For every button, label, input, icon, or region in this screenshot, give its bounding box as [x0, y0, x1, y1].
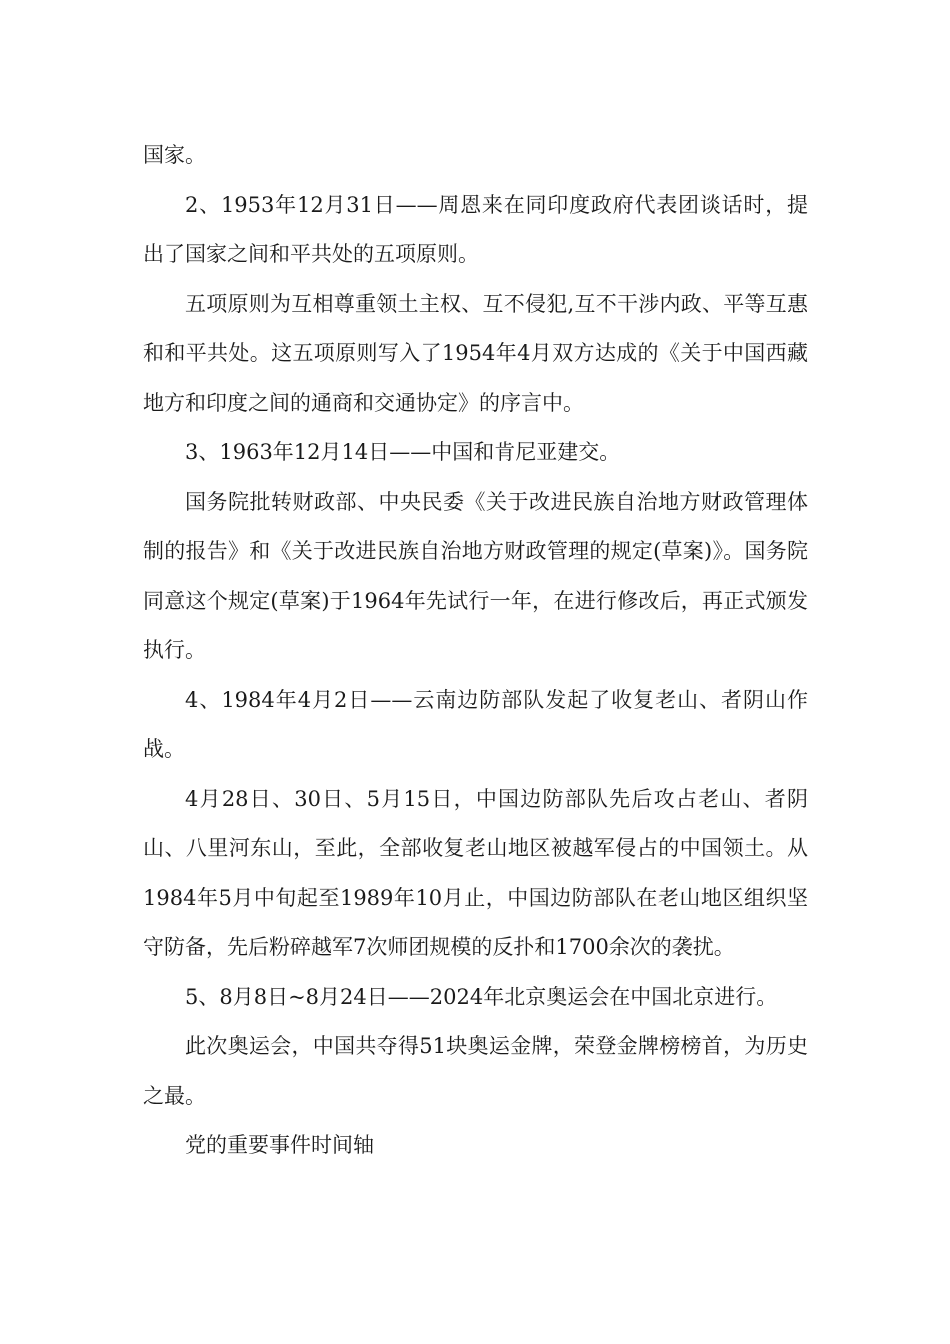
paragraph-item-3-1963: 3、1963年12月14日——中国和肯尼亚建交。 [185, 440, 621, 464]
paragraph-continuation: 国家。 [143, 143, 206, 167]
paragraph-state-council: 国务院批转财政部、中央民委《关于改进民族自治地方财政管理体制的报告》和《关于改进民族自治地方财政管理的规定(草案)》。国务院同意这个规定(草案)于1964年先试行一年，在进行修改后，再正式颁发执行。 [143, 489, 808, 662]
document-body [143, 131, 808, 1171]
paragraph-item-2-1953: 2、1953年12月31日——周恩来在同印度政府代表团谈话时，提出了国家之间和平共处的五项原则。 [143, 192, 808, 266]
paragraph-laoshan-battle: 4月28日、30日、5月15日，中国边防部队先后攻占老山、者阴山、八里河东山，至此，全部收复老山地区被越军侵占的中国领土。从1984年5月中旬起至1989年10月止，中国边防部队在老山地区组织坚守防备，先后粉碎越军7次师团规模的反扑和1700余次的袭扰。 [143, 786, 808, 959]
section-heading-timeline: 党的重要事件时间轴 [185, 1133, 374, 1157]
paragraph-item-5-olympics: 5、8月8日~8月24日——2024年北京奥运会在中国北京进行。 [185, 984, 778, 1009]
paragraph-five-principles: 五项原则为互相尊重领土主权、互不侵犯,互不干涉内政、平等互惠和和平共处。这五项原则写入了1954年4月双方达成的《关于中国西藏地方和印度之间的通商和交通协定》的序言中。 [143, 291, 808, 415]
paragraph-gold-medals: 此次奥运会，中国共夺得51块奥运金牌，荣登金牌榜榜首，为历史之最。 [143, 1034, 808, 1108]
paragraph-item-4-1984: 4、1984年4月2日——云南边防部队发起了收复老山、者阴山作战。 [143, 687, 808, 761]
